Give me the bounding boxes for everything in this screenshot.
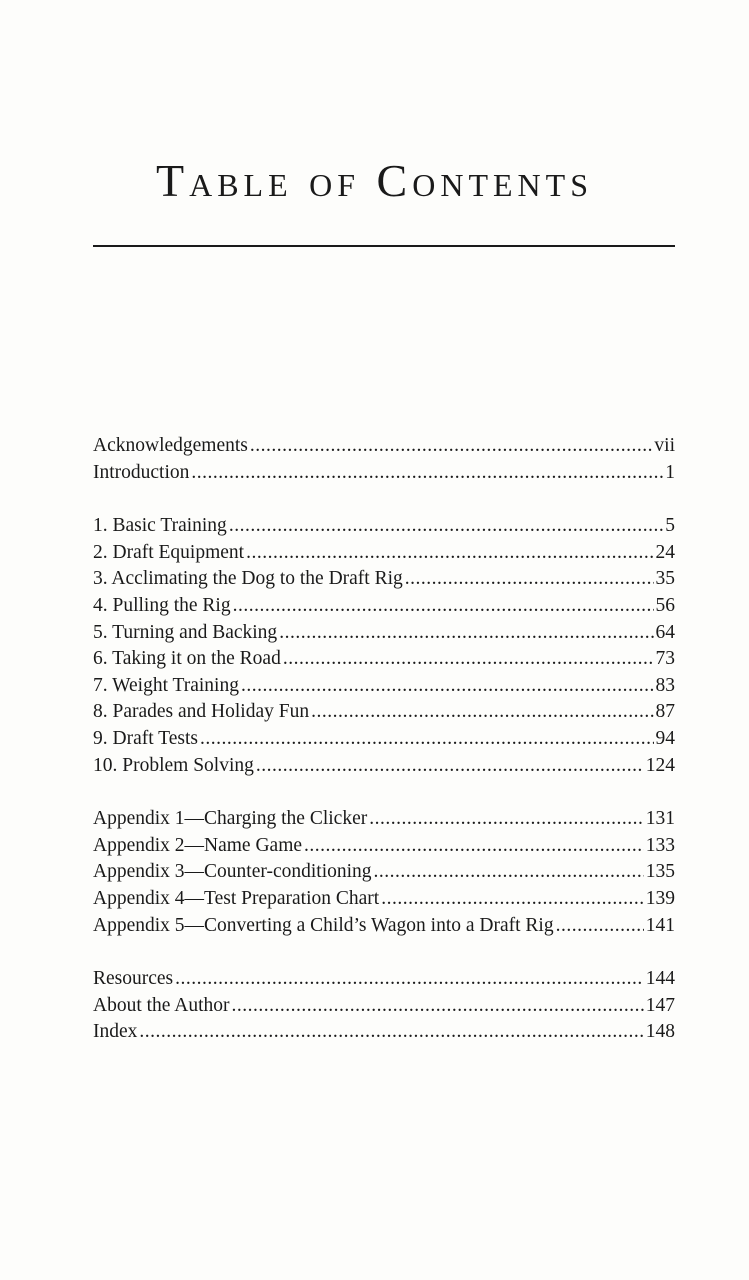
dot-leader bbox=[283, 646, 654, 673]
dot-leader bbox=[200, 726, 654, 753]
toc-entry-label: 7. Weight Training bbox=[93, 674, 239, 696]
title-divider bbox=[93, 245, 675, 247]
dot-leader bbox=[311, 699, 653, 726]
toc-entry[interactable] bbox=[93, 913, 675, 940]
dot-leader bbox=[175, 966, 644, 993]
dot-leader bbox=[256, 753, 644, 780]
toc-entry-page: 56 bbox=[655, 594, 675, 616]
dot-leader bbox=[229, 513, 663, 540]
toc-entry-page: 135 bbox=[645, 861, 675, 883]
toc-entry[interactable] bbox=[93, 460, 675, 487]
toc-entry-label: Appendix 1—Charging the Clicker bbox=[93, 808, 368, 830]
toc-entry[interactable] bbox=[93, 966, 675, 993]
toc-entry-page: 148 bbox=[645, 1021, 675, 1043]
toc-entry-page: 124 bbox=[645, 754, 675, 776]
toc-entry[interactable] bbox=[93, 859, 675, 886]
toc-group-back-matter bbox=[93, 966, 675, 1046]
toc-entry-label: 9. Draft Tests bbox=[93, 727, 198, 749]
toc-entry[interactable] bbox=[93, 513, 675, 540]
toc-entry[interactable] bbox=[93, 540, 675, 567]
toc-entry[interactable] bbox=[93, 833, 675, 860]
toc-entry[interactable] bbox=[93, 1019, 675, 1046]
toc-entry[interactable] bbox=[93, 726, 675, 753]
dot-leader bbox=[191, 460, 663, 487]
toc-entry[interactable] bbox=[93, 433, 675, 460]
toc-group-chapters bbox=[93, 513, 675, 779]
toc-entry-page: 64 bbox=[655, 621, 675, 643]
toc-entry-label: About the Author bbox=[93, 994, 230, 1016]
toc-entry-page: 73 bbox=[655, 648, 675, 670]
dot-leader bbox=[304, 833, 644, 860]
toc-entry-page: 24 bbox=[655, 541, 675, 563]
dot-leader bbox=[250, 433, 653, 460]
toc-entry-page: 139 bbox=[645, 887, 675, 909]
toc-entry-page: 144 bbox=[645, 968, 675, 990]
toc-entry[interactable] bbox=[93, 886, 675, 913]
toc-entry-label: Index bbox=[93, 1021, 138, 1043]
toc-entry-label: Appendix 4—Test Preparation Chart bbox=[93, 887, 380, 909]
toc-entry[interactable] bbox=[93, 993, 675, 1020]
toc-entry-label: 6. Taking it on the Road bbox=[93, 648, 281, 670]
toc-entry-page: 35 bbox=[655, 568, 675, 590]
toc-entry-label: 4. Pulling the Rig bbox=[93, 594, 231, 616]
toc-entry-label: 2. Draft Equipment bbox=[93, 541, 245, 563]
toc-entry-label: Introduction bbox=[93, 461, 190, 483]
dot-leader bbox=[369, 806, 644, 833]
toc-entry[interactable] bbox=[93, 620, 675, 647]
dot-leader bbox=[246, 540, 653, 567]
toc-entry-page: 94 bbox=[655, 727, 675, 749]
toc-entry-label: 10. Problem Solving bbox=[93, 754, 254, 776]
dot-leader bbox=[374, 859, 644, 886]
toc-entry-page: 1 bbox=[665, 461, 675, 483]
toc-entry[interactable] bbox=[93, 646, 675, 673]
toc-entry[interactable] bbox=[93, 806, 675, 833]
toc-entry-page: 141 bbox=[645, 914, 675, 936]
toc-entry-page: 83 bbox=[655, 674, 675, 696]
toc-entry-page: 147 bbox=[645, 994, 675, 1016]
toc-entry-page: vii bbox=[654, 435, 675, 456]
toc-entry-label: 1. Basic Training bbox=[93, 515, 227, 537]
table-of-contents bbox=[93, 433, 675, 1073]
toc-entry[interactable] bbox=[93, 593, 675, 620]
dot-leader bbox=[232, 993, 644, 1020]
toc-entry[interactable] bbox=[93, 566, 675, 593]
toc-group-front-matter bbox=[93, 433, 675, 486]
toc-entry-label: Resources bbox=[93, 968, 174, 990]
toc-entry-label: 5. Turning and Backing bbox=[93, 621, 278, 643]
dot-leader bbox=[405, 566, 654, 593]
toc-group-appendices bbox=[93, 806, 675, 939]
toc-entry-page: 133 bbox=[645, 834, 675, 856]
toc-entry-label: Appendix 5—Converting a Child’s Wagon into a Draft Rig bbox=[93, 914, 554, 936]
toc-entry-label: Acknowledgements bbox=[93, 435, 248, 456]
toc-entry-page: 5 bbox=[665, 515, 675, 537]
dot-leader bbox=[233, 593, 654, 620]
dot-leader bbox=[241, 673, 654, 700]
toc-entry[interactable] bbox=[93, 699, 675, 726]
toc-entry-page: 131 bbox=[645, 808, 675, 830]
toc-entry[interactable] bbox=[93, 753, 675, 780]
toc-entry[interactable] bbox=[93, 673, 675, 700]
toc-entry-label: 3. Acclimating the Dog to the Draft Rig bbox=[93, 568, 403, 590]
dot-leader bbox=[381, 886, 644, 913]
toc-entry-label: Appendix 3—Counter-conditioning bbox=[93, 861, 372, 883]
dot-leader bbox=[556, 913, 644, 940]
toc-entry-page: 87 bbox=[655, 701, 675, 723]
page-title: Table of Contents bbox=[156, 155, 593, 206]
dot-leader bbox=[139, 1019, 643, 1046]
toc-entry-label: Appendix 2—Name Game bbox=[93, 834, 303, 856]
dot-leader bbox=[279, 620, 653, 647]
toc-entry-label: 8. Parades and Holiday Fun bbox=[93, 701, 310, 723]
